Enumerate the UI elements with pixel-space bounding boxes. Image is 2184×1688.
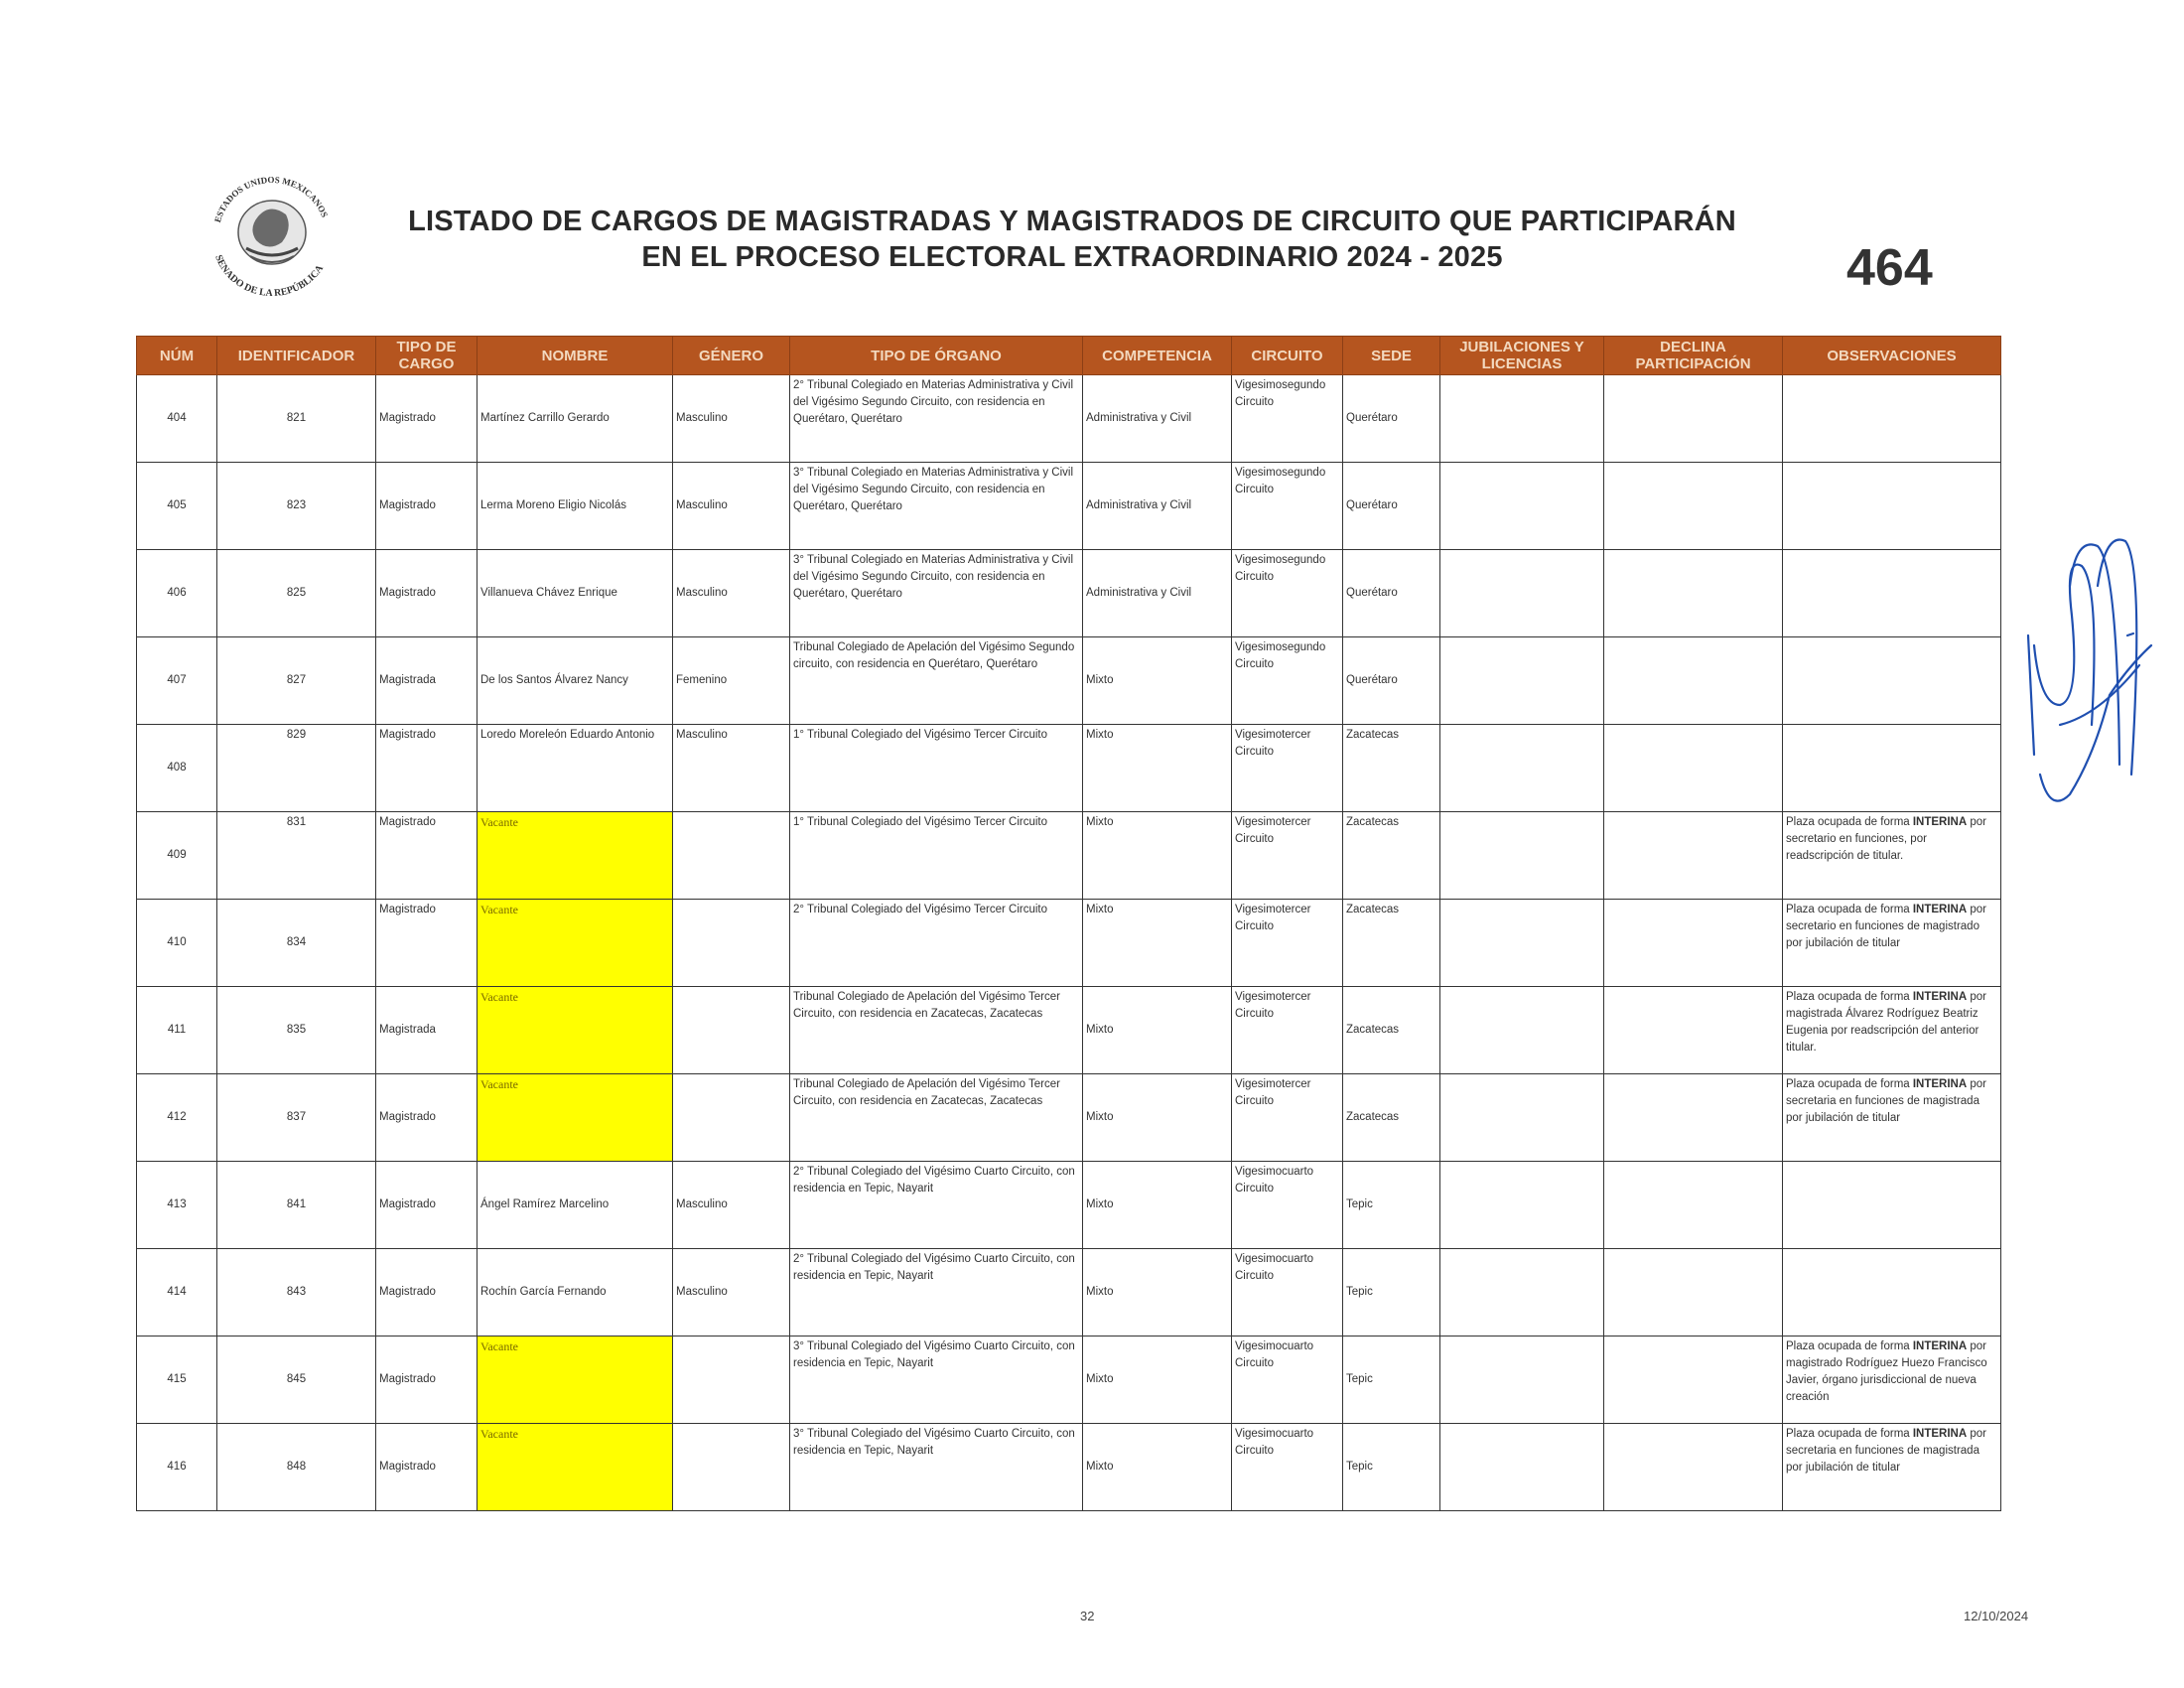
cell-nombre [478, 1074, 673, 1162]
cell-tipo-cargo: Magistrado [376, 1074, 478, 1162]
vacante-label: Vacante [480, 815, 518, 829]
col-header-competencia: COMPETENCIA [1083, 337, 1232, 375]
cell-competencia: Mixto [1083, 1074, 1232, 1162]
cell-declina [1604, 463, 1783, 550]
cell-tipo-organo: 1° Tribunal Colegiado del Vigésimo Tercer Circuito [790, 725, 1083, 812]
observacion-text: por secretario en funciones de magistrado por jubilación de titular [1786, 904, 1986, 949]
cell-tipo-organo: 1° Tribunal Colegiado del Vigésimo Tercer Circuito [790, 812, 1083, 900]
cell-declina [1604, 637, 1783, 725]
cell-circuito: Vigesimosegundo Circuito [1232, 375, 1343, 463]
cell-tipo-cargo: Magistrado [376, 375, 478, 463]
cell-nombre [478, 1424, 673, 1511]
observacion-text: Plaza ocupada de forma [1786, 816, 1913, 828]
observacion-text: Plaza ocupada de forma [1786, 904, 1913, 915]
cell-sede: Querétaro [1343, 463, 1440, 550]
cell-jubilaciones [1440, 987, 1604, 1074]
cell-tipo-organo: Tribunal Colegiado de Apelación del Vigésimo Tercer Circuito, con residencia en Zacatecas, Zacatecas [790, 987, 1083, 1074]
cell-circuito: Vigesimotercer Circuito [1232, 812, 1343, 900]
cell-genero [673, 900, 790, 987]
col-header-identificador: IDENTIFICADOR [217, 337, 376, 375]
table-row [137, 375, 2001, 463]
cell-tipo-cargo: Magistrado [376, 1424, 478, 1511]
cell-tipo-cargo: Magistrado [376, 900, 478, 987]
cell-num: 411 [137, 987, 217, 1074]
cell-jubilaciones [1440, 1424, 1604, 1511]
col-header-circuito: CIRCUITO [1232, 337, 1343, 375]
observacion-emphasis: INTERINA [1912, 1340, 1968, 1352]
cell-circuito: Vigesimocuarto Circuito [1232, 1249, 1343, 1336]
cell-identificador: 829 [217, 725, 376, 812]
cell-circuito: Vigesimotercer Circuito [1232, 725, 1343, 812]
vacante-label: Vacante [480, 1077, 518, 1091]
cell-competencia: Administrativa y Civil [1083, 550, 1232, 637]
cell-jubilaciones [1440, 812, 1604, 900]
cell-jubilaciones [1440, 375, 1604, 463]
cell-jubilaciones [1440, 900, 1604, 987]
cell-genero [673, 1074, 790, 1162]
cell-observaciones [1783, 550, 2001, 637]
cell-tipo-organo: 2° Tribunal Colegiado del Vigésimo Cuarto Circuito, con residencia en Tepic, Nayarit [790, 1162, 1083, 1249]
cell-num: 406 [137, 550, 217, 637]
cell-genero [673, 987, 790, 1074]
cell-circuito: Vigesimotercer Circuito [1232, 900, 1343, 987]
observacion-text: por secretario en funciones, por readscripción de titular. [1786, 816, 1986, 862]
cell-jubilaciones [1440, 1249, 1604, 1336]
cell-declina [1604, 725, 1783, 812]
cell-sede: Zacatecas [1343, 1074, 1440, 1162]
cell-declina [1604, 900, 1783, 987]
cell-genero: Masculino [673, 463, 790, 550]
magistrates-table [136, 336, 2001, 1511]
table-body [137, 375, 2001, 1511]
vacante-label: Vacante [480, 1339, 518, 1353]
cell-num: 410 [137, 900, 217, 987]
cell-tipo-organo: 3° Tribunal Colegiado del Vigésimo Cuarto Circuito, con residencia en Tepic, Nayarit [790, 1336, 1083, 1424]
cell-sede: Zacatecas [1343, 725, 1440, 812]
cell-jubilaciones [1440, 463, 1604, 550]
footer-date: 12/10/2024 [1964, 1609, 2029, 1623]
vacante-label: Vacante [480, 1427, 518, 1441]
cell-identificador: 827 [217, 637, 376, 725]
cell-tipo-cargo: Magistrada [376, 987, 478, 1074]
cell-nombre [478, 987, 673, 1074]
cell-declina [1604, 1336, 1783, 1424]
title-line-2: EN EL PROCESO ELECTORAL EXTRAORDINARIO 2024 - 2025 [641, 241, 1503, 273]
document-title [377, 204, 1767, 275]
cell-circuito: Vigesimotercer Circuito [1232, 987, 1343, 1074]
cell-declina [1604, 987, 1783, 1074]
cell-competencia: Mixto [1083, 637, 1232, 725]
cell-jubilaciones [1440, 637, 1604, 725]
cell-genero: Masculino [673, 550, 790, 637]
cell-tipo-cargo: Magistrado [376, 812, 478, 900]
cell-competencia: Mixto [1083, 987, 1232, 1074]
table-row [137, 463, 2001, 550]
cell-circuito: Vigesimosegundo Circuito [1232, 550, 1343, 637]
observacion-text: por magistrada Álvarez Rodríguez Beatriz Eugenia por readscripción del anterior titular. [1786, 991, 1986, 1054]
svg-text:SENADO DE LA REPÚBLICA: SENADO DE LA REPÚBLICA [212, 253, 327, 296]
cell-nombre [478, 900, 673, 987]
cell-jubilaciones [1440, 1336, 1604, 1424]
cell-identificador: 843 [217, 1249, 376, 1336]
col-header-genero: GÉNERO [673, 337, 790, 375]
cell-nombre: Loredo Moreleón Eduardo Antonio [478, 725, 673, 812]
cell-identificador: 845 [217, 1336, 376, 1424]
cell-tipo-cargo: Magistrado [376, 1162, 478, 1249]
table-row [137, 812, 2001, 900]
cell-competencia: Administrativa y Civil [1083, 375, 1232, 463]
cell-sede: Tepic [1343, 1424, 1440, 1511]
cell-sede: Zacatecas [1343, 900, 1440, 987]
cell-declina [1604, 812, 1783, 900]
cell-observaciones [1783, 637, 2001, 725]
cell-num: 405 [137, 463, 217, 550]
cell-nombre: Lerma Moreno Eligio Nicolás [478, 463, 673, 550]
cell-identificador: 841 [217, 1162, 376, 1249]
cell-jubilaciones [1440, 550, 1604, 637]
table-row [137, 725, 2001, 812]
cell-num: 407 [137, 637, 217, 725]
cell-nombre: Villanueva Chávez Enrique [478, 550, 673, 637]
cell-sede: Querétaro [1343, 375, 1440, 463]
cell-observaciones [1783, 1074, 2001, 1162]
cell-tipo-organo: 2° Tribunal Colegiado del Vigésimo Cuarto Circuito, con residencia en Tepic, Nayarit [790, 1249, 1083, 1336]
cell-genero [673, 1424, 790, 1511]
cell-num: 413 [137, 1162, 217, 1249]
observacion-text: Plaza ocupada de forma [1786, 1078, 1913, 1090]
cell-observaciones [1783, 812, 2001, 900]
cell-observaciones [1783, 463, 2001, 550]
observacion-text: por secretaria en funciones de magistrada por jubilación de titular [1786, 1078, 1986, 1124]
cell-tipo-cargo: Magistrado [376, 1249, 478, 1336]
cell-declina [1604, 1424, 1783, 1511]
cell-declina [1604, 1249, 1783, 1336]
cell-identificador: 831 [217, 812, 376, 900]
cell-observaciones [1783, 725, 2001, 812]
footer-page-number: 32 [1080, 1609, 1095, 1623]
cell-genero: Masculino [673, 375, 790, 463]
cell-identificador: 835 [217, 987, 376, 1074]
cell-identificador: 825 [217, 550, 376, 637]
col-header-declina: DECLINA PARTICIPACIÓN [1604, 337, 1783, 375]
cell-num: 409 [137, 812, 217, 900]
cell-identificador: 823 [217, 463, 376, 550]
table-row [137, 1074, 2001, 1162]
cell-observaciones [1783, 1336, 2001, 1424]
senado-seal-logo [199, 167, 345, 296]
observacion-text: por secretaria en funciones de magistrada por jubilación de titular [1786, 1428, 1986, 1474]
cell-observaciones [1783, 1424, 2001, 1511]
cell-competencia: Mixto [1083, 900, 1232, 987]
cell-identificador: 837 [217, 1074, 376, 1162]
cell-tipo-organo: 3° Tribunal Colegiado en Materias Administrativa y Civil del Vigésimo Segundo Circuito, con residencia en Querétaro, Querétaro [790, 550, 1083, 637]
table-row [137, 1249, 2001, 1336]
cell-competencia: Mixto [1083, 1162, 1232, 1249]
cell-genero: Masculino [673, 725, 790, 812]
cell-genero: Masculino [673, 1249, 790, 1336]
observacion-text: Plaza ocupada de forma [1786, 991, 1913, 1003]
cell-num: 416 [137, 1424, 217, 1511]
cell-num: 408 [137, 725, 217, 812]
cell-declina [1604, 375, 1783, 463]
table-row [137, 987, 2001, 1074]
cell-sede: Querétaro [1343, 637, 1440, 725]
table-header-row [137, 337, 2001, 375]
cell-jubilaciones [1440, 1074, 1604, 1162]
cell-num: 404 [137, 375, 217, 463]
observacion-text: Plaza ocupada de forma [1786, 1428, 1913, 1440]
observacion-emphasis: INTERINA [1912, 991, 1968, 1003]
table-row [137, 637, 2001, 725]
svg-text:ESTADOS UNIDOS MEXICANOS: ESTADOS UNIDOS MEXICANOS [211, 174, 331, 224]
vacante-label: Vacante [480, 990, 518, 1004]
cell-identificador: 821 [217, 375, 376, 463]
col-header-nombre: NOMBRE [478, 337, 673, 375]
cell-num: 414 [137, 1249, 217, 1336]
cell-tipo-cargo: Magistrado [376, 550, 478, 637]
cell-tipo-organo: Tribunal Colegiado de Apelación del Vigésimo Segundo circuito, con residencia en Querétaro, Querétaro [790, 637, 1083, 725]
cell-genero: Femenino [673, 637, 790, 725]
cell-nombre [478, 812, 673, 900]
table-row [137, 1424, 2001, 1511]
col-header-observaciones: OBSERVACIONES [1783, 337, 2001, 375]
cell-genero: Masculino [673, 1162, 790, 1249]
cell-sede: Tepic [1343, 1336, 1440, 1424]
cell-competencia: Mixto [1083, 1249, 1232, 1336]
cell-tipo-cargo: Magistrada [376, 637, 478, 725]
cell-declina [1604, 1074, 1783, 1162]
cell-tipo-organo: 2° Tribunal Colegiado del Vigésimo Tercer Circuito [790, 900, 1083, 987]
cell-tipo-organo: 2° Tribunal Colegiado en Materias Administrativa y Civil del Vigésimo Segundo Circuito, con residencia en Querétaro, Querétaro [790, 375, 1083, 463]
stamp-number: 464 [1846, 239, 1933, 297]
vacante-label: Vacante [480, 903, 518, 916]
observacion-emphasis: INTERINA [1912, 1078, 1968, 1090]
cell-identificador: 834 [217, 900, 376, 987]
col-header-tipo-organo: TIPO DE ÓRGANO [790, 337, 1083, 375]
observacion-emphasis: INTERINA [1912, 816, 1968, 828]
cell-nombre: De los Santos Álvarez Nancy [478, 637, 673, 725]
col-header-num: NÚM [137, 337, 217, 375]
cell-genero [673, 1336, 790, 1424]
col-header-tipo-cargo: TIPO DE CARGO [376, 337, 478, 375]
cell-identificador: 848 [217, 1424, 376, 1511]
cell-jubilaciones [1440, 1162, 1604, 1249]
cell-declina [1604, 1162, 1783, 1249]
handwritten-signature [2010, 526, 2169, 814]
cell-nombre: Martínez Carrillo Gerardo [478, 375, 673, 463]
cell-competencia: Mixto [1083, 1424, 1232, 1511]
cell-tipo-cargo: Magistrado [376, 1336, 478, 1424]
cell-sede: Tepic [1343, 1249, 1440, 1336]
cell-circuito: Vigesimocuarto Circuito [1232, 1336, 1343, 1424]
cell-observaciones [1783, 987, 2001, 1074]
observacion-emphasis: INTERINA [1912, 1428, 1968, 1440]
cell-tipo-organo: 3° Tribunal Colegiado en Materias Administrativa y Civil del Vigésimo Segundo Circuito, con residencia en Querétaro, Querétaro [790, 463, 1083, 550]
observacion-emphasis: INTERINA [1912, 904, 1968, 915]
cell-num: 415 [137, 1336, 217, 1424]
table-row [137, 1336, 2001, 1424]
cell-competencia: Mixto [1083, 1336, 1232, 1424]
table-row [137, 550, 2001, 637]
cell-tipo-cargo: Magistrado [376, 725, 478, 812]
cell-nombre [478, 1336, 673, 1424]
cell-observaciones [1783, 375, 2001, 463]
cell-competencia: Mixto [1083, 725, 1232, 812]
cell-competencia: Mixto [1083, 812, 1232, 900]
cell-tipo-organo: Tribunal Colegiado de Apelación del Vigésimo Tercer Circuito, con residencia en Zacatecas, Zacatecas [790, 1074, 1083, 1162]
observacion-text: Plaza ocupada de forma [1786, 1340, 1913, 1352]
cell-nombre: Rochín García Fernando [478, 1249, 673, 1336]
col-header-jubilaciones: JUBILACIONES Y LICENCIAS [1440, 337, 1604, 375]
cell-competencia: Administrativa y Civil [1083, 463, 1232, 550]
table-row [137, 1162, 2001, 1249]
cell-sede: Tepic [1343, 1162, 1440, 1249]
cell-circuito: Vigesimocuarto Circuito [1232, 1424, 1343, 1511]
cell-circuito: Vigesimocuarto Circuito [1232, 1162, 1343, 1249]
cell-genero [673, 812, 790, 900]
cell-nombre: Ángel Ramírez Marcelino [478, 1162, 673, 1249]
cell-declina [1604, 550, 1783, 637]
title-line-1: LISTADO DE CARGOS DE MAGISTRADAS Y MAGISTRADOS DE CIRCUITO QUE PARTICIPARÁN [408, 206, 1736, 237]
cell-sede: Zacatecas [1343, 987, 1440, 1074]
cell-circuito: Vigesimosegundo Circuito [1232, 463, 1343, 550]
col-header-sede: SEDE [1343, 337, 1440, 375]
cell-jubilaciones [1440, 725, 1604, 812]
table-row [137, 900, 2001, 987]
cell-tipo-cargo: Magistrado [376, 463, 478, 550]
cell-sede: Querétaro [1343, 550, 1440, 637]
cell-num: 412 [137, 1074, 217, 1162]
cell-tipo-organo: 3° Tribunal Colegiado del Vigésimo Cuarto Circuito, con residencia en Tepic, Nayarit [790, 1424, 1083, 1511]
cell-circuito: Vigesimosegundo Circuito [1232, 637, 1343, 725]
cell-observaciones [1783, 1249, 2001, 1336]
cell-circuito: Vigesimotercer Circuito [1232, 1074, 1343, 1162]
cell-sede: Zacatecas [1343, 812, 1440, 900]
observacion-text: por magistrado Rodríguez Huezo Francisco Javier, órgano jurisdiccional de nueva creación [1786, 1340, 1987, 1403]
cell-observaciones [1783, 900, 2001, 987]
cell-observaciones [1783, 1162, 2001, 1249]
